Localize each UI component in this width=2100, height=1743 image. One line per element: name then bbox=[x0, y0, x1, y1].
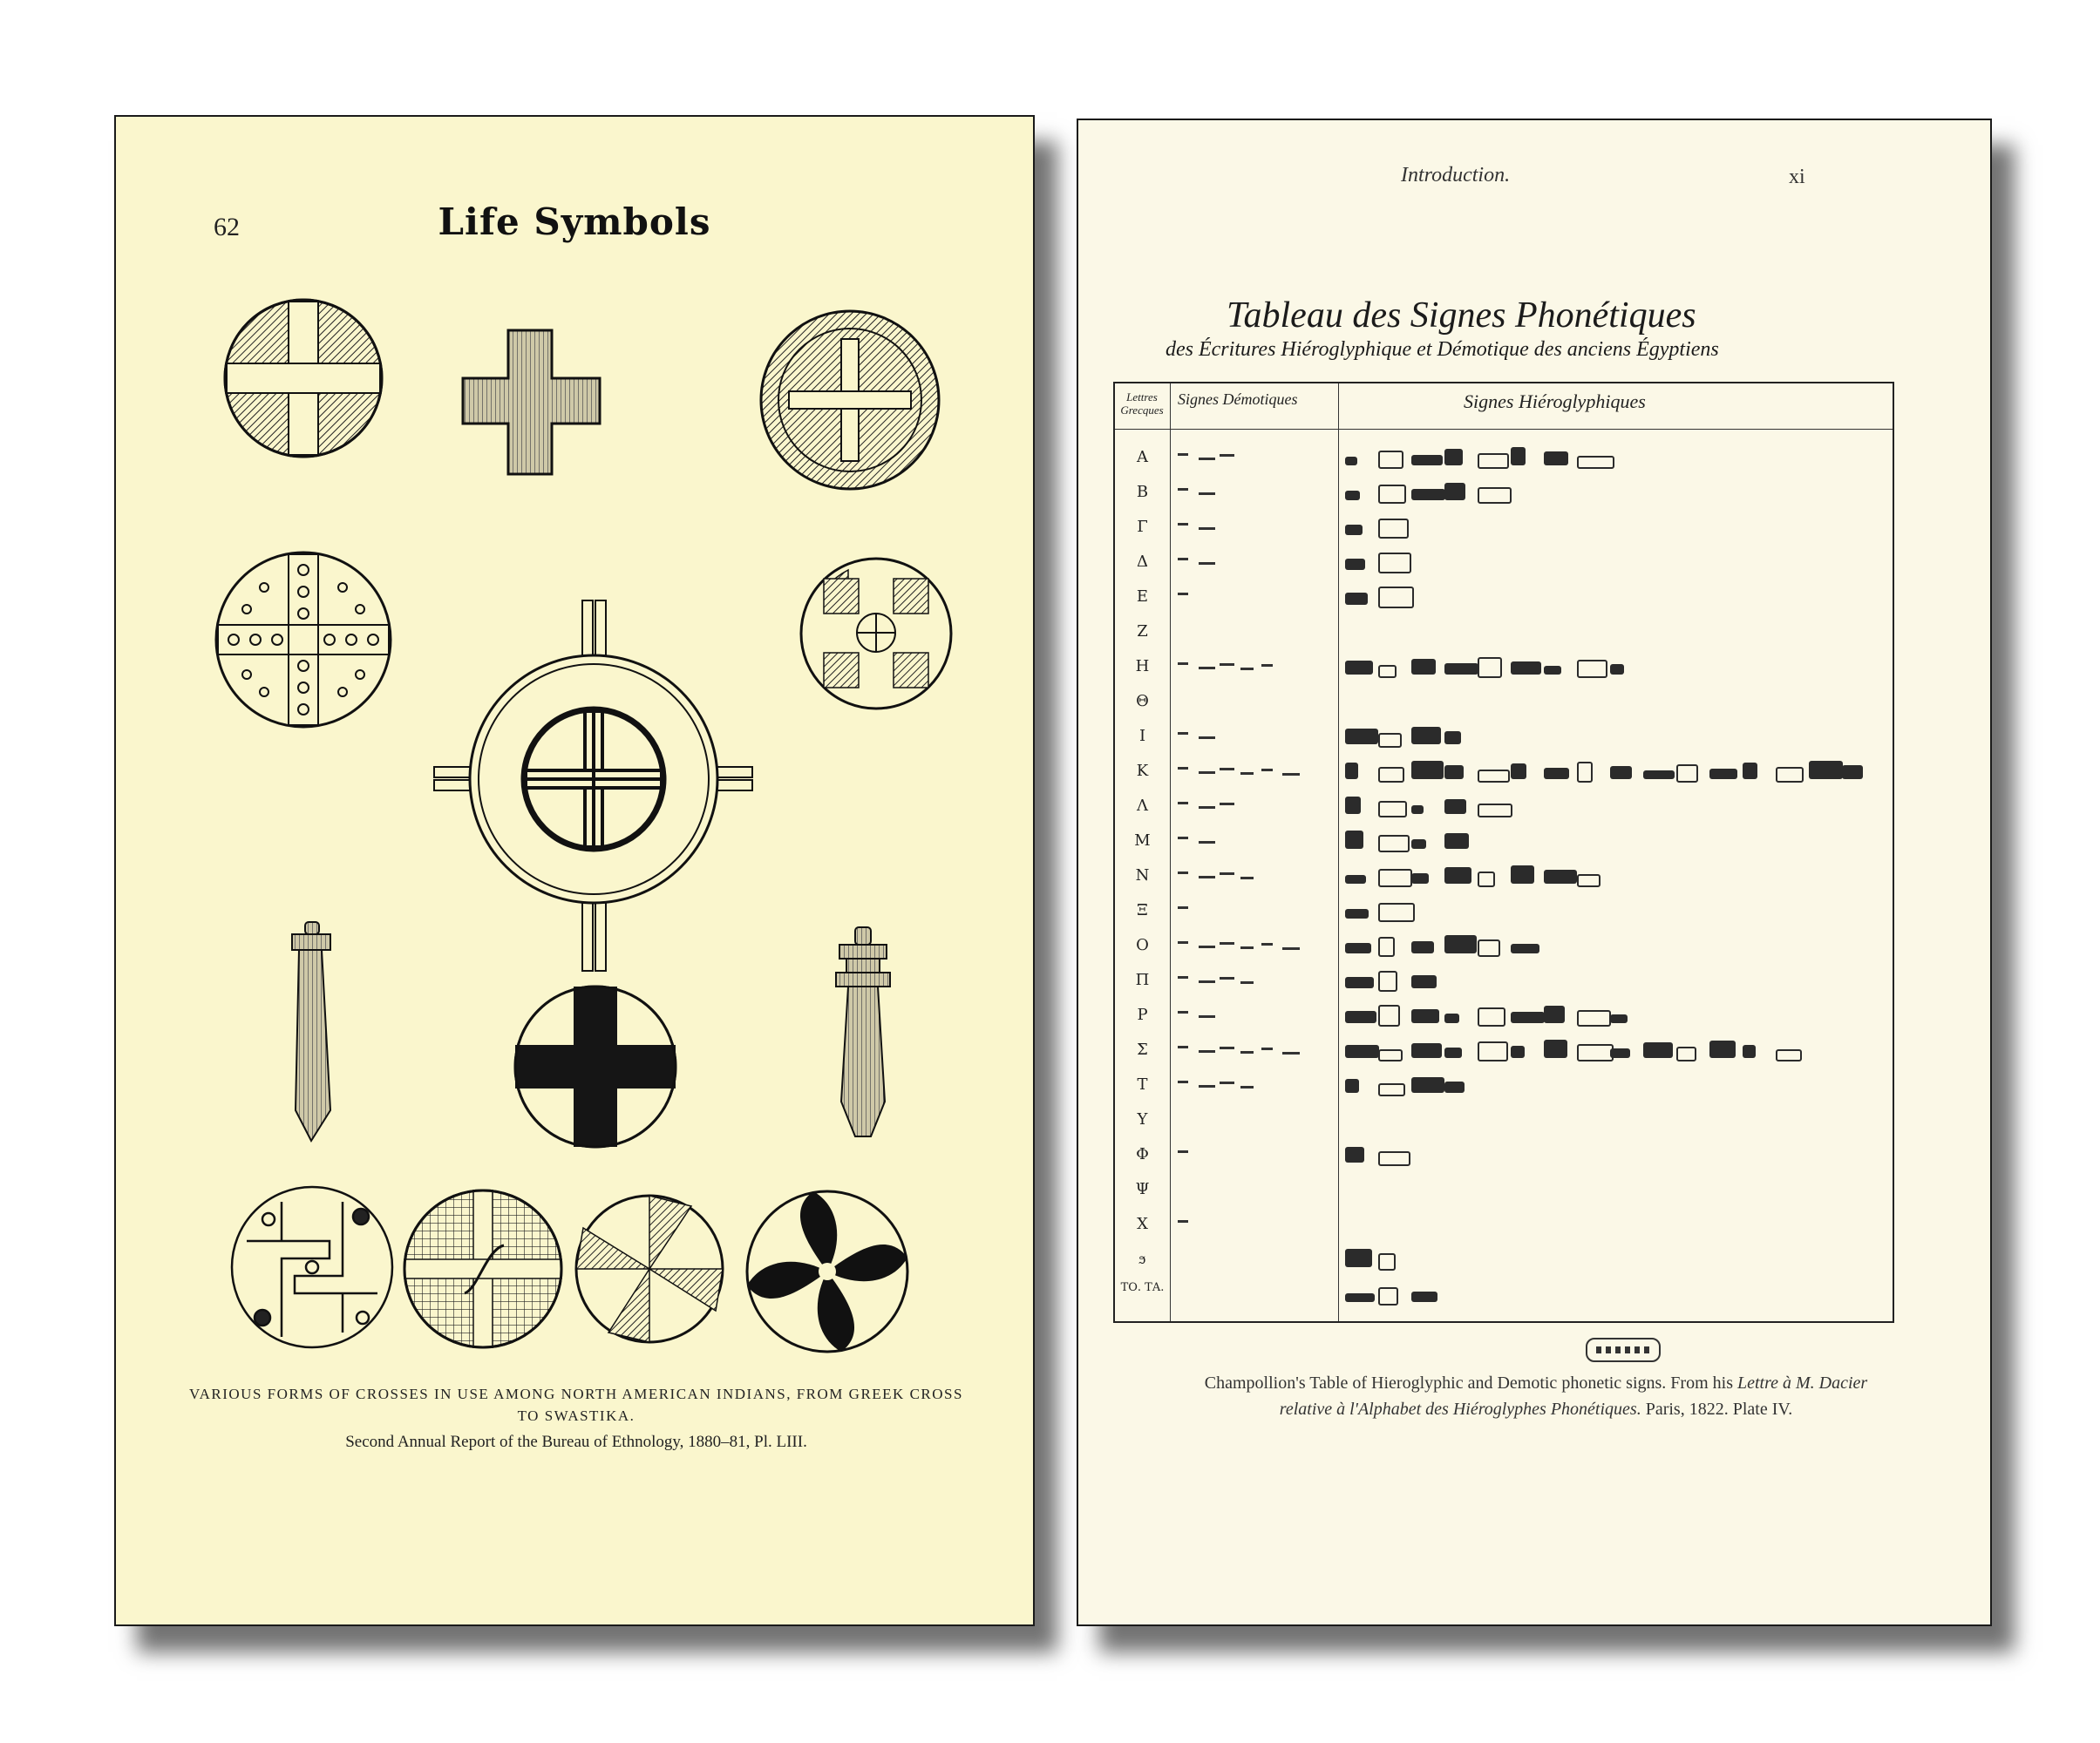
hieroglyph-glyph bbox=[1345, 763, 1358, 779]
hieroglyph-glyph bbox=[1411, 975, 1437, 988]
hieroglyph-glyph bbox=[1444, 765, 1464, 779]
dotted-swastika-circle-icon bbox=[232, 1187, 392, 1347]
hieroglyph-glyph bbox=[1444, 1014, 1459, 1023]
demotic-glyph bbox=[1220, 454, 1234, 457]
hieroglyph-glyph bbox=[1478, 1041, 1508, 1061]
hieroglyph-glyph bbox=[1345, 875, 1366, 884]
demotic-glyph bbox=[1178, 523, 1188, 526]
table-caption-line-2 bbox=[1122, 1400, 1950, 1420]
demotic-glyph bbox=[1199, 562, 1215, 565]
caption-text: Champollion's Table of Hieroglyphic and Demotic phonetic signs. From his bbox=[1204, 1373, 1737, 1393]
caption-italic-title: Lettre à M. Dacier bbox=[1736, 1373, 1868, 1393]
hieroglyph-glyph bbox=[1577, 1010, 1611, 1027]
hieroglyph-glyph bbox=[1411, 839, 1426, 849]
hieroglyph-glyph bbox=[1345, 1147, 1364, 1163]
greek-letter: Δ bbox=[1137, 553, 1148, 571]
demotic-glyph bbox=[1178, 906, 1188, 909]
greek-letter: Λ bbox=[1137, 797, 1148, 815]
greek-letter: Χ bbox=[1137, 1215, 1148, 1233]
greek-letter: Π bbox=[1135, 971, 1150, 989]
demotic-glyph bbox=[1178, 941, 1188, 944]
hieroglyph-glyph bbox=[1378, 1049, 1403, 1061]
table-row bbox=[1115, 444, 1893, 471]
greek-letter: Ε bbox=[1136, 587, 1149, 606]
hieroglyph-glyph bbox=[1511, 447, 1526, 465]
hieroglyph-glyph bbox=[1411, 1077, 1444, 1093]
demotic-glyph bbox=[1261, 943, 1273, 946]
black-cross-disc-icon bbox=[515, 987, 676, 1147]
demotic-glyph bbox=[1240, 981, 1254, 984]
greek-letter: Σ bbox=[1137, 1041, 1148, 1059]
hieroglyph-glyph bbox=[1444, 483, 1465, 500]
hatched-pinwheel-circle-icon bbox=[576, 1196, 723, 1342]
hieroglyph-glyph bbox=[1444, 449, 1463, 465]
demotic-glyph bbox=[1178, 662, 1188, 665]
demotic-glyph bbox=[1178, 732, 1188, 735]
demotic-glyph bbox=[1220, 663, 1234, 666]
demotic-glyph bbox=[1178, 1220, 1188, 1223]
demotic-glyph bbox=[1178, 1046, 1188, 1048]
hieroglyph-glyph bbox=[1378, 767, 1404, 783]
greek-letter: Α bbox=[1137, 448, 1148, 466]
hieroglyph-glyph bbox=[1610, 1014, 1628, 1023]
greek-letter: ϧ bbox=[1138, 1250, 1146, 1268]
demotic-glyph bbox=[1220, 1047, 1234, 1049]
hieroglyph-glyph bbox=[1378, 485, 1406, 504]
greek-letter: Η bbox=[1135, 657, 1150, 675]
hieroglyph-glyph bbox=[1378, 1083, 1405, 1096]
table-row bbox=[1115, 1211, 1893, 1238]
hieroglyph-glyph bbox=[1544, 451, 1568, 465]
demotic-glyph bbox=[1178, 488, 1188, 491]
hieroglyph-glyph bbox=[1478, 453, 1509, 469]
hieroglyph-glyph bbox=[1478, 804, 1512, 817]
left-carved-effigy-icon bbox=[292, 922, 330, 1141]
greek-letter: Ρ bbox=[1137, 1006, 1148, 1024]
hieroglyph-glyph bbox=[1378, 553, 1411, 573]
hieroglyph-glyph bbox=[1577, 762, 1593, 783]
caption-italic-title: relative à l'Alphabet des Hiéroglyphes Phonétiques. bbox=[1279, 1400, 1641, 1419]
hieroglyph-glyph bbox=[1544, 666, 1561, 675]
greek-letter: ΤΟ. ΤΑ. bbox=[1120, 1281, 1165, 1294]
dotted-circle-cross-icon bbox=[216, 553, 391, 727]
table-row bbox=[1115, 1246, 1893, 1272]
table-row bbox=[1115, 1177, 1893, 1203]
demotic-glyph bbox=[1282, 1052, 1300, 1055]
table-row bbox=[1115, 967, 1893, 994]
hieroglyph-glyph bbox=[1444, 935, 1477, 953]
hieroglyph-glyph bbox=[1676, 764, 1698, 783]
hieroglyph-glyph bbox=[1676, 1047, 1696, 1061]
demotic-glyph bbox=[1178, 976, 1188, 979]
hieroglyph-glyph bbox=[1743, 763, 1757, 779]
greek-letter: Ο bbox=[1136, 936, 1149, 954]
hieroglyph-glyph bbox=[1544, 1006, 1565, 1023]
hieroglyph-glyph bbox=[1411, 489, 1445, 500]
table-row bbox=[1115, 828, 1893, 854]
hieroglyph-glyph bbox=[1444, 731, 1461, 744]
hieroglyph-glyph bbox=[1378, 869, 1412, 887]
demotic-glyph bbox=[1178, 767, 1188, 770]
demotic-glyph bbox=[1220, 803, 1234, 805]
demotic-glyph bbox=[1240, 668, 1254, 670]
demotic-glyph bbox=[1178, 837, 1188, 839]
demotic-glyph bbox=[1261, 1048, 1273, 1050]
hieroglyph-glyph bbox=[1345, 943, 1371, 953]
hieroglyph-glyph bbox=[1378, 801, 1407, 817]
greek-letter: Υ bbox=[1137, 1110, 1148, 1129]
greek-letter: Ξ bbox=[1137, 901, 1148, 919]
hieroglyph-glyph bbox=[1511, 944, 1539, 953]
table-caption-line-1 bbox=[1122, 1373, 1950, 1394]
hieroglyph-glyph bbox=[1478, 1007, 1505, 1027]
hieroglyph-glyph bbox=[1511, 1012, 1545, 1023]
table-title: Tableau des Signes Phonétiques bbox=[1227, 295, 1696, 336]
hieroglyph-glyph bbox=[1345, 593, 1368, 605]
hieroglyph-glyph bbox=[1378, 587, 1414, 608]
table-row bbox=[1115, 793, 1893, 819]
hieroglyph-glyph bbox=[1378, 519, 1409, 539]
hieroglyph-glyph bbox=[1709, 769, 1737, 779]
greek-letter: Γ bbox=[1137, 518, 1148, 536]
hieroglyph-glyph bbox=[1345, 1293, 1375, 1302]
table-row bbox=[1115, 1072, 1893, 1098]
table-row bbox=[1115, 654, 1893, 680]
greek-letter: Ν bbox=[1135, 866, 1150, 885]
phonetic-signs-table bbox=[1113, 382, 1894, 1323]
demotic-glyph bbox=[1199, 492, 1215, 495]
hieroglyph-glyph bbox=[1444, 833, 1469, 849]
ringed-sun-cross-icon bbox=[434, 600, 752, 971]
hieroglyph-glyph bbox=[1411, 873, 1429, 884]
demotic-glyph bbox=[1282, 773, 1300, 776]
demotic-glyph bbox=[1199, 1050, 1215, 1053]
demotic-glyph bbox=[1220, 977, 1234, 980]
hieroglyph-glyph bbox=[1511, 1046, 1525, 1058]
hieroglyph-glyph bbox=[1577, 874, 1600, 887]
quartered-circle-cross-icon bbox=[801, 559, 951, 709]
hieroglyph-glyph bbox=[1478, 939, 1500, 957]
hieroglyph-glyph bbox=[1444, 663, 1478, 675]
header-demotic-signs: Signes Démotiques bbox=[1178, 390, 1298, 408]
demotic-glyph bbox=[1240, 1086, 1254, 1089]
hieroglyph-glyph bbox=[1378, 903, 1415, 922]
left-book-page bbox=[114, 115, 1035, 1626]
hieroglyph-glyph bbox=[1345, 729, 1378, 744]
hieroglyph-glyph bbox=[1577, 456, 1614, 469]
hieroglyph-glyph bbox=[1478, 770, 1510, 783]
hieroglyph-glyph bbox=[1610, 1048, 1630, 1058]
demotic-glyph bbox=[1199, 1085, 1215, 1088]
header-greek-letters: Lettres Grecques bbox=[1120, 390, 1164, 417]
table-row bbox=[1115, 1107, 1893, 1133]
hieroglyph-glyph bbox=[1411, 455, 1443, 465]
demotic-glyph bbox=[1220, 872, 1234, 875]
hieroglyph-glyph bbox=[1411, 659, 1436, 675]
right-carved-effigy-icon bbox=[836, 927, 890, 1136]
demotic-glyph bbox=[1199, 667, 1215, 669]
hieroglyph-glyph bbox=[1743, 1045, 1756, 1058]
table-row bbox=[1115, 1002, 1893, 1028]
greek-letter: Β bbox=[1136, 483, 1149, 501]
hieroglyph-glyph bbox=[1478, 487, 1512, 504]
hieroglyph-glyph bbox=[1444, 1048, 1462, 1058]
table-row bbox=[1115, 1281, 1893, 1307]
running-head: Introduction. bbox=[1401, 164, 1511, 187]
hieroglyph-glyph bbox=[1378, 971, 1397, 992]
demotic-glyph bbox=[1199, 527, 1215, 530]
hieroglyph-glyph bbox=[1478, 657, 1502, 678]
greek-letter: Τ bbox=[1137, 1075, 1148, 1094]
hieroglyph-glyph bbox=[1378, 1005, 1400, 1027]
hieroglyph-glyph bbox=[1511, 661, 1541, 675]
ptolemy-cartouche-icon bbox=[1586, 1338, 1661, 1362]
hieroglyph-glyph bbox=[1345, 977, 1374, 988]
hieroglyph-glyph bbox=[1809, 761, 1843, 779]
hieroglyph-glyph bbox=[1411, 805, 1424, 814]
table-row bbox=[1115, 619, 1893, 645]
hieroglyph-glyph bbox=[1709, 1041, 1736, 1058]
demotic-glyph bbox=[1240, 946, 1254, 949]
table-row bbox=[1115, 584, 1893, 610]
hieroglyph-glyph bbox=[1411, 727, 1441, 744]
demotic-glyph bbox=[1261, 664, 1273, 667]
table-row bbox=[1115, 758, 1893, 784]
hieroglyph-glyph bbox=[1411, 1009, 1439, 1023]
demotic-glyph bbox=[1240, 877, 1254, 879]
hieroglyph-glyph bbox=[1544, 1040, 1567, 1058]
hieroglyph-glyph bbox=[1345, 1011, 1376, 1023]
demotic-glyph bbox=[1199, 1015, 1215, 1018]
table-row bbox=[1115, 863, 1893, 889]
demotic-glyph bbox=[1178, 558, 1188, 560]
hieroglyph-glyph bbox=[1577, 660, 1607, 678]
demotic-glyph bbox=[1178, 1081, 1188, 1083]
table-row bbox=[1115, 514, 1893, 540]
table-row bbox=[1115, 688, 1893, 715]
hieroglyph-glyph bbox=[1643, 770, 1675, 779]
table-row bbox=[1115, 933, 1893, 959]
hieroglyph-glyph bbox=[1378, 1253, 1396, 1271]
greek-letter: Μ bbox=[1134, 831, 1151, 850]
greek-letter: Θ bbox=[1136, 692, 1149, 710]
demotic-glyph bbox=[1178, 1011, 1188, 1014]
plate-source: Second Annual Report of the Bureau of Ethnology, 1880–81, Pl. LIII. bbox=[345, 1433, 807, 1451]
demotic-glyph bbox=[1199, 806, 1215, 809]
hieroglyph-glyph bbox=[1577, 1044, 1614, 1061]
hieroglyph-glyph bbox=[1345, 559, 1365, 570]
hieroglyph-glyph bbox=[1378, 1287, 1398, 1306]
hieroglyph-glyph bbox=[1610, 766, 1632, 779]
demotic-glyph bbox=[1240, 772, 1254, 775]
hieroglyph-glyph bbox=[1378, 665, 1397, 678]
hieroglyph-glyph bbox=[1345, 831, 1363, 849]
table-row bbox=[1115, 1142, 1893, 1168]
greek-letter: Ι bbox=[1138, 727, 1146, 745]
table-row bbox=[1115, 549, 1893, 575]
hieroglyph-glyph bbox=[1345, 491, 1360, 500]
page-number: xi bbox=[1789, 166, 1805, 188]
hieroglyph-glyph bbox=[1511, 865, 1534, 884]
rayed-circle-cross-icon bbox=[225, 300, 382, 457]
demotic-glyph bbox=[1178, 802, 1188, 804]
hieroglyph-glyph bbox=[1444, 799, 1466, 814]
hieroglyph-glyph bbox=[1345, 525, 1363, 535]
hieroglyph-glyph bbox=[1776, 1049, 1802, 1061]
demotic-glyph bbox=[1178, 453, 1188, 456]
hieroglyph-glyph bbox=[1444, 867, 1471, 884]
table-row bbox=[1115, 723, 1893, 749]
caption-text: Paris, 1822. Plate IV. bbox=[1641, 1400, 1793, 1419]
demotic-glyph bbox=[1240, 1051, 1254, 1054]
demotic-glyph bbox=[1199, 736, 1215, 739]
hieroglyph-glyph bbox=[1511, 763, 1526, 779]
hieroglyph-glyph bbox=[1378, 451, 1403, 469]
demotic-glyph bbox=[1178, 1150, 1188, 1153]
page-title: Life Symbols bbox=[438, 200, 711, 243]
table-row bbox=[1115, 1037, 1893, 1063]
table-row bbox=[1115, 479, 1893, 505]
greek-letter: Φ bbox=[1136, 1145, 1149, 1163]
page-number: 62 bbox=[214, 213, 240, 241]
hieroglyph-glyph bbox=[1345, 661, 1373, 675]
greek-letter: Κ bbox=[1136, 762, 1149, 780]
hieroglyph-glyph bbox=[1378, 1151, 1410, 1166]
hieroglyph-glyph bbox=[1345, 457, 1357, 465]
demotic-glyph bbox=[1199, 876, 1215, 878]
demotic-glyph bbox=[1220, 1082, 1234, 1084]
hieroglyph-glyph bbox=[1842, 765, 1863, 779]
hieroglyph-glyph bbox=[1478, 872, 1495, 887]
right-book-page bbox=[1077, 119, 1992, 1626]
plate-caption: VARIOUS FORMS OF CROSSES IN USE AMONG NORTH AMERICAN INDIANS, FROM GREEK CROSS TO SWASTIKA. bbox=[189, 1386, 963, 1424]
hieroglyph-glyph bbox=[1776, 767, 1804, 783]
demotic-glyph bbox=[1199, 458, 1215, 460]
hieroglyph-glyph bbox=[1411, 941, 1434, 953]
hieroglyph-glyph bbox=[1544, 768, 1569, 779]
hieroglyph-glyph bbox=[1378, 733, 1402, 748]
demotic-glyph bbox=[1199, 771, 1215, 774]
hieroglyph-glyph bbox=[1610, 664, 1624, 675]
table-subtitle: des Écritures Hiéroglyphique et Démotique des anciens Égyptiens bbox=[1166, 338, 1719, 361]
hieroglyph-glyph bbox=[1345, 909, 1369, 919]
hieroglyph-glyph bbox=[1643, 1042, 1673, 1058]
hieroglyph-glyph bbox=[1345, 1045, 1379, 1058]
hieroglyph-glyph bbox=[1345, 797, 1361, 814]
demotic-glyph bbox=[1220, 768, 1234, 770]
header-hieroglyphic-signs: Signes Hiéroglyphiques bbox=[1464, 390, 1646, 412]
demotic-glyph bbox=[1178, 593, 1188, 595]
curved-black-swastika-icon bbox=[747, 1191, 907, 1352]
demotic-glyph bbox=[1178, 872, 1188, 874]
hieroglyph-glyph bbox=[1544, 870, 1577, 884]
hieroglyph-glyph bbox=[1411, 1292, 1437, 1302]
gridded-swastika-circle-icon bbox=[404, 1190, 561, 1347]
demotic-glyph bbox=[1199, 841, 1215, 844]
greek-letter: Ψ bbox=[1135, 1180, 1150, 1198]
hieroglyph-glyph bbox=[1345, 1249, 1372, 1267]
textured-greek-cross-icon bbox=[463, 330, 600, 474]
demotic-glyph bbox=[1199, 980, 1215, 983]
hatched-disc-cross-icon bbox=[761, 311, 939, 489]
greek-letter: Ζ bbox=[1137, 622, 1148, 641]
demotic-glyph bbox=[1261, 769, 1273, 771]
hieroglyph-glyph bbox=[1378, 835, 1410, 852]
demotic-glyph bbox=[1199, 946, 1215, 948]
hieroglyph-glyph bbox=[1444, 1082, 1465, 1093]
demotic-glyph bbox=[1282, 947, 1300, 950]
table-row bbox=[1115, 898, 1893, 924]
header-rule bbox=[1115, 429, 1893, 430]
hieroglyph-glyph bbox=[1378, 937, 1395, 957]
demotic-glyph bbox=[1220, 942, 1234, 945]
hieroglyph-glyph bbox=[1411, 1043, 1442, 1058]
hieroglyph-glyph bbox=[1411, 761, 1444, 779]
hieroglyph-glyph bbox=[1345, 1079, 1359, 1093]
